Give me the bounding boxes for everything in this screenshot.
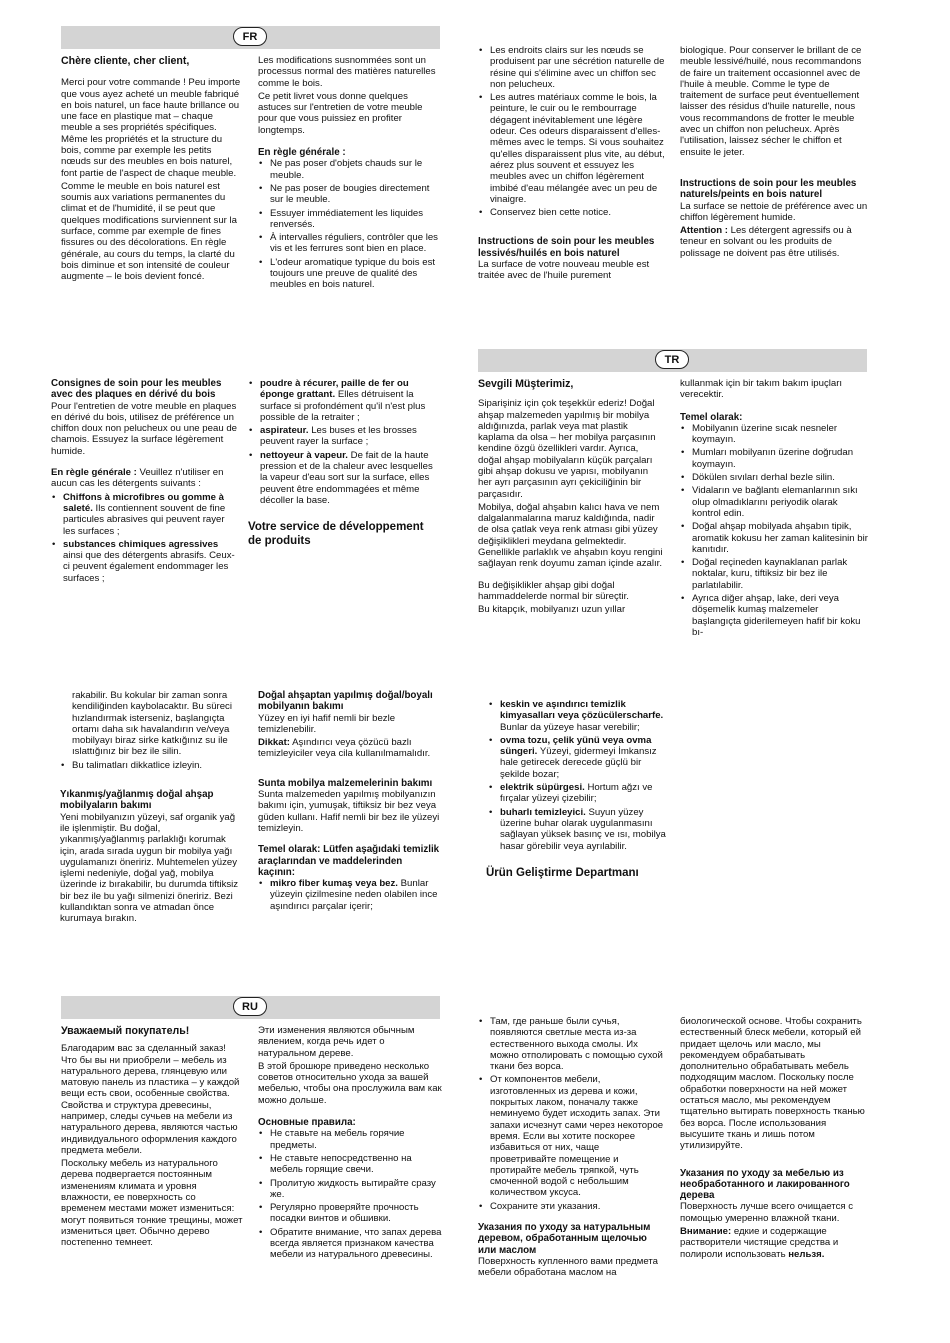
fr-column-5 — [51, 378, 237, 586]
list-item: • Mumları mobilyanın üzerine doğrudan koymayın. — [692, 447, 868, 470]
tr-column-5 — [488, 699, 668, 880]
fr-oiled-continued: biologique. Pour conserver le brillant de ce meuble lessivé/huilé, nous recommandons de faire un traitement occasionnel avec de l'huile à meuble. Comme le type de traitement de surface peut éventuellement laisser des résidus d'huile naturelle, nous vous recommandons de frotter le meuble avec un chiffon non pelucheux. Après l'utilisation, laissez sécher le chiffon et ensuite le jeter. — [680, 45, 862, 158]
list-item-bold: mikro fiber kumaş veya bez. — [270, 878, 398, 890]
tr-avoid-list — [258, 878, 442, 912]
ru-attention-paragraph — [680, 1226, 868, 1260]
tr-general-heading: Temel olarak: — [680, 411, 743, 423]
fr-greeting: Chère cliente, cher client, — [61, 55, 190, 67]
ru-climate-paragraph: Поскольку мебель из натурального дерева подвергается постоянным изменениям климата и уровня влажности, ее поверхность со временем местами может измениться: могут появиться тонкие трещины, может измениться цвет. Обычно дерево постепенно темнеет. — [61, 1158, 243, 1249]
list-item: • Les endroits clairs sur les nœuds se produisent par une sécrétion naturelle de résine qui s'élimine avec un chiffon sec non pelucheux. — [490, 45, 666, 90]
tr-avoid-heading: Temel olarak: Lütfen aşağıdaki temizlik araçlarından ve maddelerinden kaçının: — [258, 844, 440, 878]
ru-tips-list — [478, 1016, 666, 1212]
list-item: • Dökülen sıvıları derhal bezle silin. — [692, 472, 868, 483]
tr-attention-label: Dikkat: — [258, 737, 290, 749]
tr-language-badge: TR — [655, 350, 689, 369]
ru-column-3 — [478, 1016, 666, 1281]
ru-booklet-paragraph: В этой брошюре приведено несколько советов относительно ухода за вашей мебелью, чтобы она прослужила вам как можно дольше. — [258, 1060, 442, 1106]
fr-tips-list — [478, 45, 666, 218]
list-item — [260, 378, 434, 423]
fr-service-signature: Votre service de développement de produits — [248, 521, 424, 548]
fr-changes-paragraph: Les modifications susnommées sont un processus normal des matières naturelles comme le bois. — [258, 55, 436, 89]
fr-column-6 — [248, 378, 434, 548]
tr-booklet-paragraph: Bu kitapçık, mobilyanızı uzun yıllar — [478, 604, 626, 616]
tr-avoid-list-continued — [488, 699, 668, 852]
ru-attention-text: едкие и содержащие растворители чистящие средства и полироли использовать — [680, 1226, 839, 1260]
list-item: • Les autres matériaux comme le bois, la peinture, le cuir ou le rembourrage dégagent inévitablement une légère odeur. Ces odeurs disparaissent d'elles-mêmes avec le temps. Si vous souhaitez qu'elles disparaissent plus vite, au début, aérez plus souvent et essuyez les meubles avec un chiffon légèrement imbibé d'eau mélangée avec un peu de vinaigre. — [490, 92, 666, 205]
list-item-bold: ovma tozu, çelik yünü veya ovma süngeri. — [500, 734, 652, 758]
ru-painted-heading: Указания по уходу за мебелью из необработанного и лакированного дерева — [680, 1167, 850, 1202]
list-item-bold: poudre à récurer, paille de fer ou éponge grattant. — [260, 378, 409, 401]
list-item-text: ainsi que des détergents abrasifs. Ceux-ci peuvent également endommager les surfaces ; — [63, 550, 235, 584]
list-item: • À intervalles réguliers, contrôler que les vis et les ferrures sont bien en place. — [270, 232, 442, 255]
tr-attention-text: Aşındırıcı veya çözücü bazlı temizleyiciler veya cila kullanılmamalıdır. — [258, 737, 431, 760]
list-item-text: De fait de la haute pression et de la chaleur avec lesquelles la vapeur d'eau sort sur la surface, elles peuvent être endommagées et même décoller la base. — [260, 449, 433, 506]
ru-language-badge: RU — [233, 997, 267, 1016]
ru-column-1 — [61, 1025, 243, 1251]
fr-language-badge: FR — [233, 27, 267, 46]
list-item-text: Bunlar yüzeyin çizilmesine neden olabilen ince aşındırıcı parçalar içerir; — [270, 878, 438, 912]
list-item-text: Elles détruisent la surface si profondément qu'il n'est plus possible de la retraiter ; — [260, 389, 426, 423]
ru-changes-paragraph: Эти изменения являются обычным явлением, когда речь идет о натуральном дереве. — [258, 1025, 415, 1059]
fr-column-2 — [258, 55, 442, 293]
list-item: • Пролитую жидкость вытирайте сразу же. — [270, 1178, 442, 1201]
ru-attention-bold-end: нельзя. — [788, 1248, 825, 1260]
fr-general-text: Veuillez n'utiliser en aucun cas les détergents suivants : — [51, 467, 224, 490]
fr-column-4 — [680, 45, 868, 261]
list-item-text: Bunlar da yüzeye hasar verebilir; — [500, 721, 640, 733]
ru-general-heading: Основные правила: — [258, 1117, 356, 1129]
list-item: • От компонентов мебели, изготовленных из дерева и кожи, покрытых лаком, поначалу также неминуемо будет исходить запах. Эти запахи исчезнут сами через некоторое время. Если вы хотите поскорее избавиться от них, чаще проветривайте помещение и протирайте мебель тряпкой, чуть смоченной водой с небольшим количеством уксуса. — [490, 1074, 666, 1198]
list-item-bold: substances chimiques agressives — [63, 538, 219, 550]
list-item-text: Les buses et les brosses peuvent rayer la surface ; — [260, 425, 417, 448]
tr-oiled-paragraph: Yeni mobilyanızın yüzeyi, saf organik yağ ile işlenmiştir. Bu doğal, yıkanmış/yağlanmış parlaklığı korumak için, arada sırada uygun bir mobilya yağı uygulamanızı öneririz. Muhtemelen yüzey işlemi nedeniyle, doğal yağ, mobilya üzerinde iz bırakabilir, bu durumda tiftiksiz bir bez ile bu yağı silmenizi öneririz. Bezi kullandıktan sonra ve atmadan önce kurumaya bırakın. — [60, 811, 239, 925]
fr-general-label: En règle générale : — [51, 467, 137, 479]
list-item: • Там, где раньше были сучья, появляются светлые места из-за естественного выхода смолы. Их можно отполировать с помощью сухой ткани без ворса. — [490, 1016, 666, 1072]
tr-column-2 — [680, 378, 868, 640]
list-item: • Не ставьте на мебель горячие предметы. — [270, 1128, 442, 1151]
ru-oiled-continued: биологической основе. Чтобы сохранить естественный блеск мебели, который ей придает щелочь или масло, мы рекомендуем обрабатывать дополнительно обрабатывать мебель подходящим маслом. Поскольку после обработки поверхности на ней может остаться масло, мы рекомендуем тщательно вытирать поверхность тканью без ворса. После использования высушите ткань и лишь потом утилизируйте. — [680, 1016, 865, 1152]
tr-painted-paragraph: Yüzey en iyi hafif nemli bir bezle temizlenebilir. — [258, 712, 396, 735]
tr-attention-paragraph — [258, 737, 442, 760]
fr-column-1 — [61, 55, 243, 285]
list-item: • Обратите внимание, что запах дерева всегда является признаком качества мебели из натурального древесины. — [270, 1227, 442, 1261]
list-item: • Ne pas poser d'objets chauds sur le meuble. — [270, 158, 442, 181]
ru-general-list — [258, 1128, 442, 1260]
list-item: • Mobilyanın üzerine sıcak nesneler koymayın. — [692, 423, 868, 446]
list-item: • L'odeur aromatique typique du bois est toujours une preuve de qualité des meubles en bois naturel. — [270, 257, 442, 291]
ru-painted-paragraph: Поверхность лучше всего очищается с помощью умеренно влажной ткани. — [680, 1201, 854, 1224]
fr-avoid-list — [51, 492, 237, 584]
fr-oiled-heading: Instructions de soin pour les meubles lessivés/huilés en bois naturel — [478, 236, 655, 259]
fr-attention-paragraph — [680, 225, 868, 259]
list-item: • Doğal ahşap mobilyada ahşabın tipik, aromatik kokusu her zaman kalitesinin bir kanıtıdır. — [692, 521, 868, 555]
tr-follow-list — [60, 760, 242, 771]
list-item: • Conservez bien cette notice. — [490, 207, 666, 218]
list-item: • Ne pas poser de bougies directement sur le meuble. — [270, 183, 442, 206]
fr-painted-heading: Instructions de soin pour les meubles naturels/peints en bois naturel — [680, 177, 857, 201]
tr-changes-paragraph: Bu değişiklikler ahşap gibi doğal hammaddelerde normal bir süreçtir. — [478, 579, 629, 602]
tr-veneer-heading: Sunta mobilya malzemelerinin bakımı — [258, 777, 433, 789]
list-item: • Ayrıca diğer ahşap, lake, deri veya döşemelik kumaş malzemeler başlangıçta giderilemeyen hafif bir koku bı- — [692, 593, 868, 638]
ru-greeting: Уважаемый покупатель! — [61, 1025, 190, 1037]
list-item-bold: nettoyeur à vapeur. — [260, 449, 348, 461]
tr-booklet-continued: kullanmak için bir takım bakım ipuçları verecektir. — [680, 378, 843, 401]
fr-general-heading: En règle générale : — [258, 147, 346, 159]
tr-climate-paragraph: Mobilya, doğal ahşabın kalıcı hava ve nem dalgalanmalarına maruz kaldığında, nadir de olsa çatlak veya renk atması gibi yüzey değişiklikleri meydana gelmektedir. Genellikle parlaklık ve ahşabın koyu rengini sağlayan renk doyumu zaman içinde azalır. — [478, 501, 663, 570]
tr-oiled-heading: Yıkanmış/yağlanmış doğal ahşap mobilyaların bakımı — [60, 789, 214, 812]
list-item — [63, 492, 237, 537]
fr-general-paragraph — [51, 467, 237, 490]
ru-intro-paragraph: Благодарим вас за сделанный заказ! Что бы вы ни приобрели – мебель из натурального дерева, глянцевую или матовую панель из пластика – у каждой вещи есть свои, особенные свойства. Свойства и структура древесины, например, следы сучьев на мебели из натурального дерева, являются частью индивидуального оформления каждого предмета мебели. — [61, 1043, 240, 1156]
list-item — [260, 450, 434, 506]
list-item: • Doğal reçineden kaynaklanan parlak noktalar, kuru, tiftiksiz bir bez ile parlatılabilir. — [692, 557, 868, 591]
ru-oiled-paragraph: Поверхность купленного вами предмета мебели обработана маслом на — [478, 1255, 658, 1279]
fr-climate-paragraph: Comme le meuble en bois naturel est soumis aux variations permanentes du climat et de l'humidité, il se peut que quelques modifications surviennent sur la surface, comme par exemple de fines fissures ou des décolorations. En règle générale, au cours du temps, la clarté du bois diminue et son intensité de couleur augmente – le bois devient foncé. — [61, 180, 237, 283]
list-item-bold: Chiffons à microfibres ou gomme à saleté. — [63, 491, 224, 514]
fr-painted-paragraph: La surface se nettoie de préférence avec un chiffon légèrement humide. — [680, 200, 868, 223]
list-item — [500, 735, 668, 780]
tr-greeting: Sevgili Müşterimiz, — [478, 378, 574, 390]
list-item: • Сохраните эти указания. — [490, 1201, 666, 1212]
ru-column-4 — [680, 1016, 868, 1262]
ru-attention-label: Внимание: — [680, 1226, 732, 1238]
list-item — [500, 782, 668, 805]
fr-attention-text: Les détergent agressifs ou à teneur en solvant ou les produits de polissage ne doivent pas être utilisés. — [680, 225, 852, 259]
fr-veneer-paragraph: Pour l'entretien de votre meuble en plaques en dérivé du bois, utilisez de préférence un chiffon doux non pelucheux ou une peau de chamois. Essuyez la surface légèrement humide. — [51, 400, 237, 457]
tr-column-4 — [258, 690, 442, 914]
fr-column-3 — [478, 45, 666, 284]
list-item: • Не ставьте непосредственно на мебель горящие свечи. — [270, 1153, 442, 1176]
list-item-bold: elektrik süpürgesi. — [500, 782, 585, 794]
tr-smell-continued: rakabilir. Bu kokular bir zaman sonra kendiliğinden kaybolacaktır. Bu süreci hızlandırmak isterseniz, başlangıçta ortamı daha sık havalandırın ve/veya mobilyayı biraz sirke katkığınız su ile ıslattığınız bir bez ile silin. — [72, 690, 232, 758]
fr-intro-paragraph: Merci pour votre commande ! Peu importe que vous ayez acheté un meuble fabriqué en bois naturel, un face haute brillance ou une face en plastique mat – chaque meuble a ses propriétés spécifiques. Même les propriétés et la structure du bois, comme par exemple les petits nœuds sur des meubles en bois naturel, font partie de l'aspect de chaque meuble. — [61, 77, 241, 179]
tr-intro-paragraph: Siparişiniz için çok teşekkür ederiz! Doğal ahşap malzemeden yapılmış bir mobilya aldığınızda, parlak veya mat plastik kaplama da olsa – her mobilya parçasının kendine özgü özellikleri vardır. Ayrıca, doğal ahşap mobilyaların küçük parçaları gibi ahşap dokusu ve yapısı, mobilyanın her ayrı parçasının ayrı çekiciliğinin bir parçasıdır. — [478, 398, 656, 500]
tr-column-3 — [60, 690, 242, 927]
ru-oiled-heading: Указания по уходу за натуральным деревом, обработанным щелочью или маслом — [478, 1222, 651, 1256]
tr-general-list — [680, 423, 868, 638]
list-item-text: Yüzeyi, gidermeyi İmkansız hale getirecek derecede güçlü bir şekilde bozar; — [500, 746, 657, 780]
list-item-text: Suyun yüzey üzerine buhar olarak uygulanmasını sağlayan yüksek basınç ve ısı, mobilya hasar görebilir veya ayrılabilir. — [500, 806, 666, 852]
list-item — [270, 878, 442, 912]
tr-column-1 — [478, 378, 664, 618]
list-item: • Bu talimatları dikkatlice izleyin. — [72, 760, 242, 771]
tr-veneer-paragraph: Sunta malzemeden yapılmış mobilyanızın bakımı için, yumuşak, tiftiksiz bir bez veya güden kullanı. Hafif nemli bir bez ile yüzeyi temizleyin. — [258, 789, 440, 834]
list-item — [63, 539, 237, 584]
fr-avoid-list-continued — [248, 378, 434, 506]
list-item-text: Ils contiennent souvent de fine particules abrasives qui peuvent rayer les surfaces ; — [63, 502, 226, 537]
list-item — [500, 807, 668, 852]
list-item-text: Hortum ağzı ve fırçalar yüzeyi çizebilir; — [500, 782, 653, 805]
tr-painted-heading: Doğal ahşaptan yapılmış doğal/boyalı mobilyanın bakımı — [258, 690, 433, 713]
fr-oiled-paragraph: La surface de votre nouveau meuble est traitée avec de l'huile purement — [478, 259, 650, 282]
list-item: • Essuyer immédiatement les liquides renversés. — [270, 208, 442, 231]
ru-column-2 — [258, 1025, 442, 1263]
list-item: • Vidaların ve bağlantı elemanlarının sıkı olup olmadıklarını periyodik olarak kontrol edin. — [692, 485, 868, 519]
tr-service-signature: Ürün Geliştirme Departmanı — [486, 866, 639, 879]
list-item-bold: keskin ve aşındırıcı temizlik kimyasalları veya çözücülerscharfe. — [500, 699, 664, 722]
fr-booklet-paragraph: Ce petit livret vous donne quelques astuces sur l'entretien de votre meuble pour que vous puissiez en profiter longtemps. — [258, 90, 423, 136]
list-item: • Регулярно проверяйте прочность посадки винтов и обшивки. — [270, 1202, 442, 1225]
fr-attention-label: Attention : — [680, 225, 728, 237]
fr-veneer-heading: Consignes de soin pour les meubles avec des plaques en dérivé du bois — [51, 378, 222, 401]
list-item — [260, 425, 434, 448]
list-item-bold: buharlı temizleyici. — [500, 806, 586, 818]
fr-general-list — [258, 158, 442, 290]
list-item — [500, 699, 668, 733]
list-item-bold: aspirateur. — [260, 425, 309, 437]
